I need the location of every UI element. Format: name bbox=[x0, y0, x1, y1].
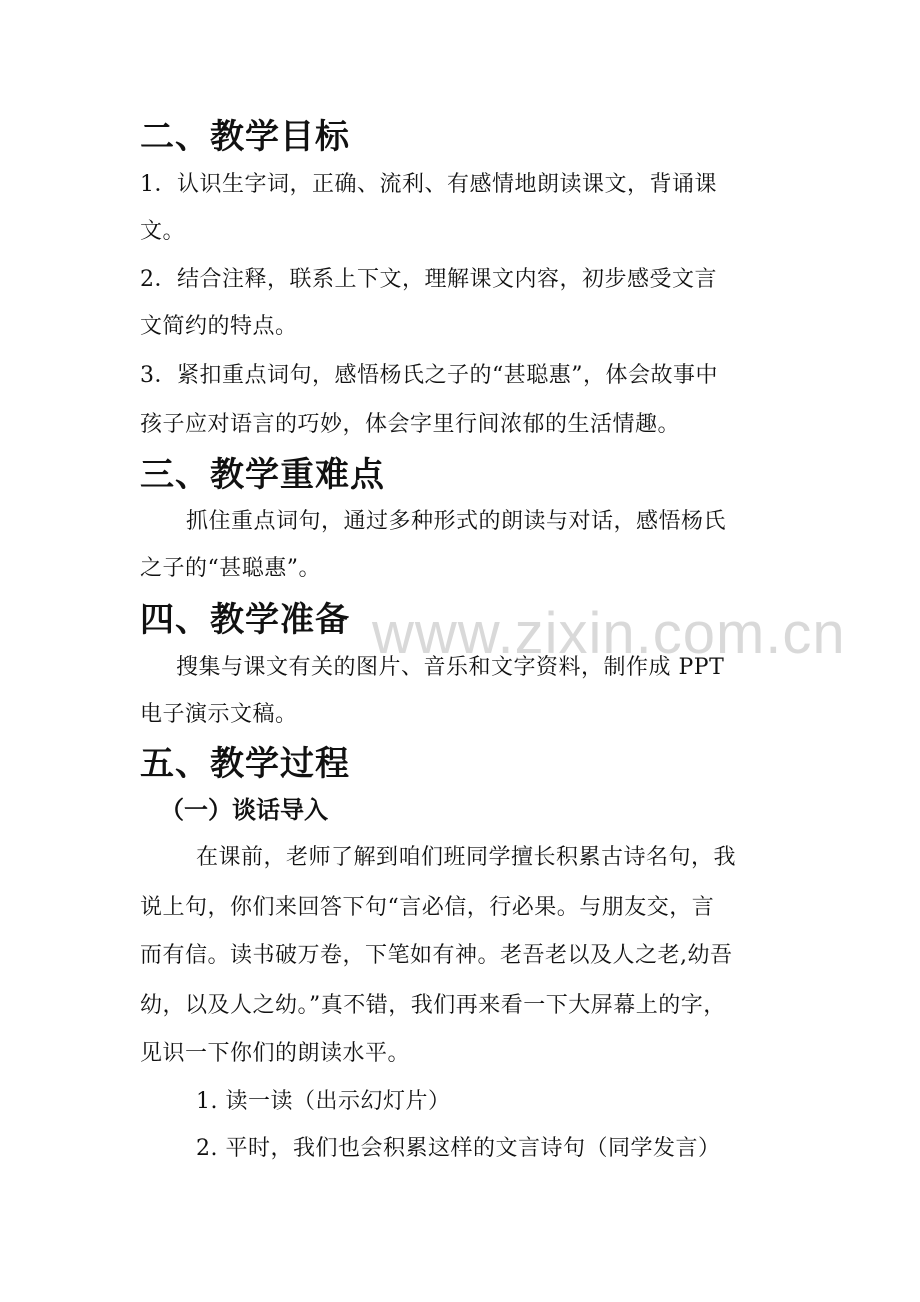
process-line-4: 幼，以及人之幼。”真不错，我们再来看一下大屏幕上的字， bbox=[140, 993, 726, 1018]
heading-preparation: 四、教学准备 bbox=[140, 600, 350, 640]
process-line-5: 见识一下你们的朗读水平。 bbox=[140, 1041, 411, 1066]
goal-line-4: 文简约的特点。 bbox=[140, 314, 298, 339]
subheading-intro-talk: （一）谈话导入 bbox=[160, 796, 328, 824]
goal-line-5: 3．紧扣重点词句，感悟杨氏之子的“甚聪惠”，体会故事中 bbox=[140, 363, 718, 388]
goal-line-1: 1．认识生字词，正确、流利、有感情地朗读课文，背诵课 bbox=[140, 172, 717, 197]
difficulty-line-2: 之子的“甚聪惠”。 bbox=[140, 556, 321, 581]
preparation-line-2: 电子演示文稿。 bbox=[140, 702, 298, 727]
process-item-1: 1. 读一读（出示幻灯片） bbox=[196, 1089, 451, 1114]
process-line-2: 说上句，你们来回答下句“言必信，行必果。与朋友交，言 bbox=[140, 895, 715, 920]
heading-key-difficulties: 三、教学重难点 bbox=[140, 455, 385, 495]
goal-line-2: 文。 bbox=[140, 219, 186, 244]
process-item-2: 2. 平时，我们也会积累这样的文言诗句（同学发言） bbox=[196, 1136, 721, 1161]
process-line-1: 在课前，老师了解到咱们班同学擅长积累古诗名句，我 bbox=[196, 845, 737, 870]
preparation-line-1: 搜集与课文有关的图片、音乐和文字资料，制作成 PPT bbox=[176, 655, 725, 680]
goal-line-6: 孩子应对语言的巧妙，体会字里行间浓郁的生活情趣。 bbox=[140, 412, 681, 437]
goal-line-3: 2．结合注释，联系上下文，理解课文内容，初步感受文言 bbox=[140, 267, 717, 292]
difficulty-line-1: 抓住重点词句，通过多种形式的朗读与对话，感悟杨氏 bbox=[186, 509, 727, 534]
heading-teaching-process: 五、教学过程 bbox=[140, 744, 350, 784]
watermark: www.zixin.com.cn bbox=[372, 601, 846, 666]
process-line-3: 而有信。读书破万卷，下笔如有神。老吾老以及人之老,幼吾 bbox=[140, 943, 733, 968]
heading-teaching-goals: 二、教学目标 bbox=[140, 117, 350, 157]
